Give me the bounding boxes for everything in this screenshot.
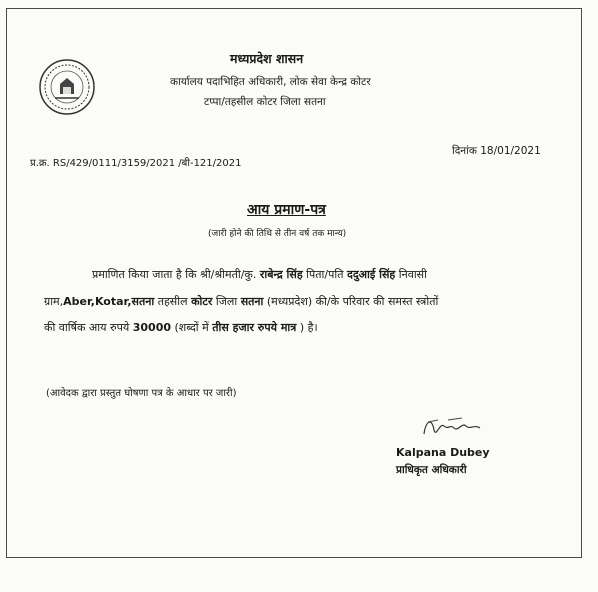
- body-text: की वार्षिक आय रुपये: [44, 321, 133, 334]
- issuance-note: (आवेदक द्वारा प्रस्तुत घोषणा पत्र के आधार पर जारी): [46, 388, 237, 399]
- applicant-name: राबेन्द्र सिंह: [259, 268, 303, 281]
- office-location: टप्पा/तहसील कोटर जिला सतना: [204, 96, 326, 108]
- body-text: पिता/पति: [302, 268, 347, 281]
- body-text: निवासी: [395, 268, 427, 281]
- government-title: मध्यप्रदेश शासन: [230, 51, 304, 66]
- body-text: प्रमाणित किया जाता है कि श्री/श्रीमती/कु.: [92, 268, 260, 281]
- father-name: ददुआई सिंह: [346, 268, 396, 281]
- body-text: ग्राम,: [44, 295, 64, 308]
- body-text: ) है।: [296, 321, 318, 334]
- signatory-designation: प्राधिकृत अधिकारी: [396, 464, 467, 476]
- income-amount-words: तीस हजार रुपये मात्र: [212, 321, 297, 334]
- body-text: तहसील: [154, 295, 192, 308]
- district-name: सतना: [240, 295, 264, 308]
- body-text: (मध्यप्रदेश) की/के परिवार की समस्त स्त्रोतों: [263, 295, 439, 308]
- body-text: (शब्दों में: [171, 321, 213, 334]
- issue-date: दिनांक 18/01/2021: [452, 145, 541, 157]
- income-amount: 30000: [132, 321, 172, 334]
- signature-image: [418, 412, 488, 444]
- body-text: जिला: [212, 295, 241, 308]
- applicant-address: Aber,Kotar,सतना: [63, 295, 155, 308]
- reference-number: प्र.क्र. RS/429/0111/3159/2021 /बी-121/2021: [30, 158, 242, 169]
- certificate-title: आय प्रमाण-पत्र: [247, 202, 326, 218]
- validity-note: (जारी होने की तिथि से तीन वर्ष तक मान्य): [208, 229, 347, 239]
- tehsil-name: कोटर: [191, 295, 213, 308]
- signatory-name: Kalpana Dubey: [396, 446, 490, 459]
- body-line-3: [44, 320, 318, 335]
- body-line-1: [92, 267, 427, 282]
- government-seal-icon: [38, 58, 96, 116]
- office-name: कार्यालय पदाभिहित अधिकारी, लोक सेवा केन्द्र कोटर: [170, 76, 371, 88]
- body-line-2: [44, 294, 438, 309]
